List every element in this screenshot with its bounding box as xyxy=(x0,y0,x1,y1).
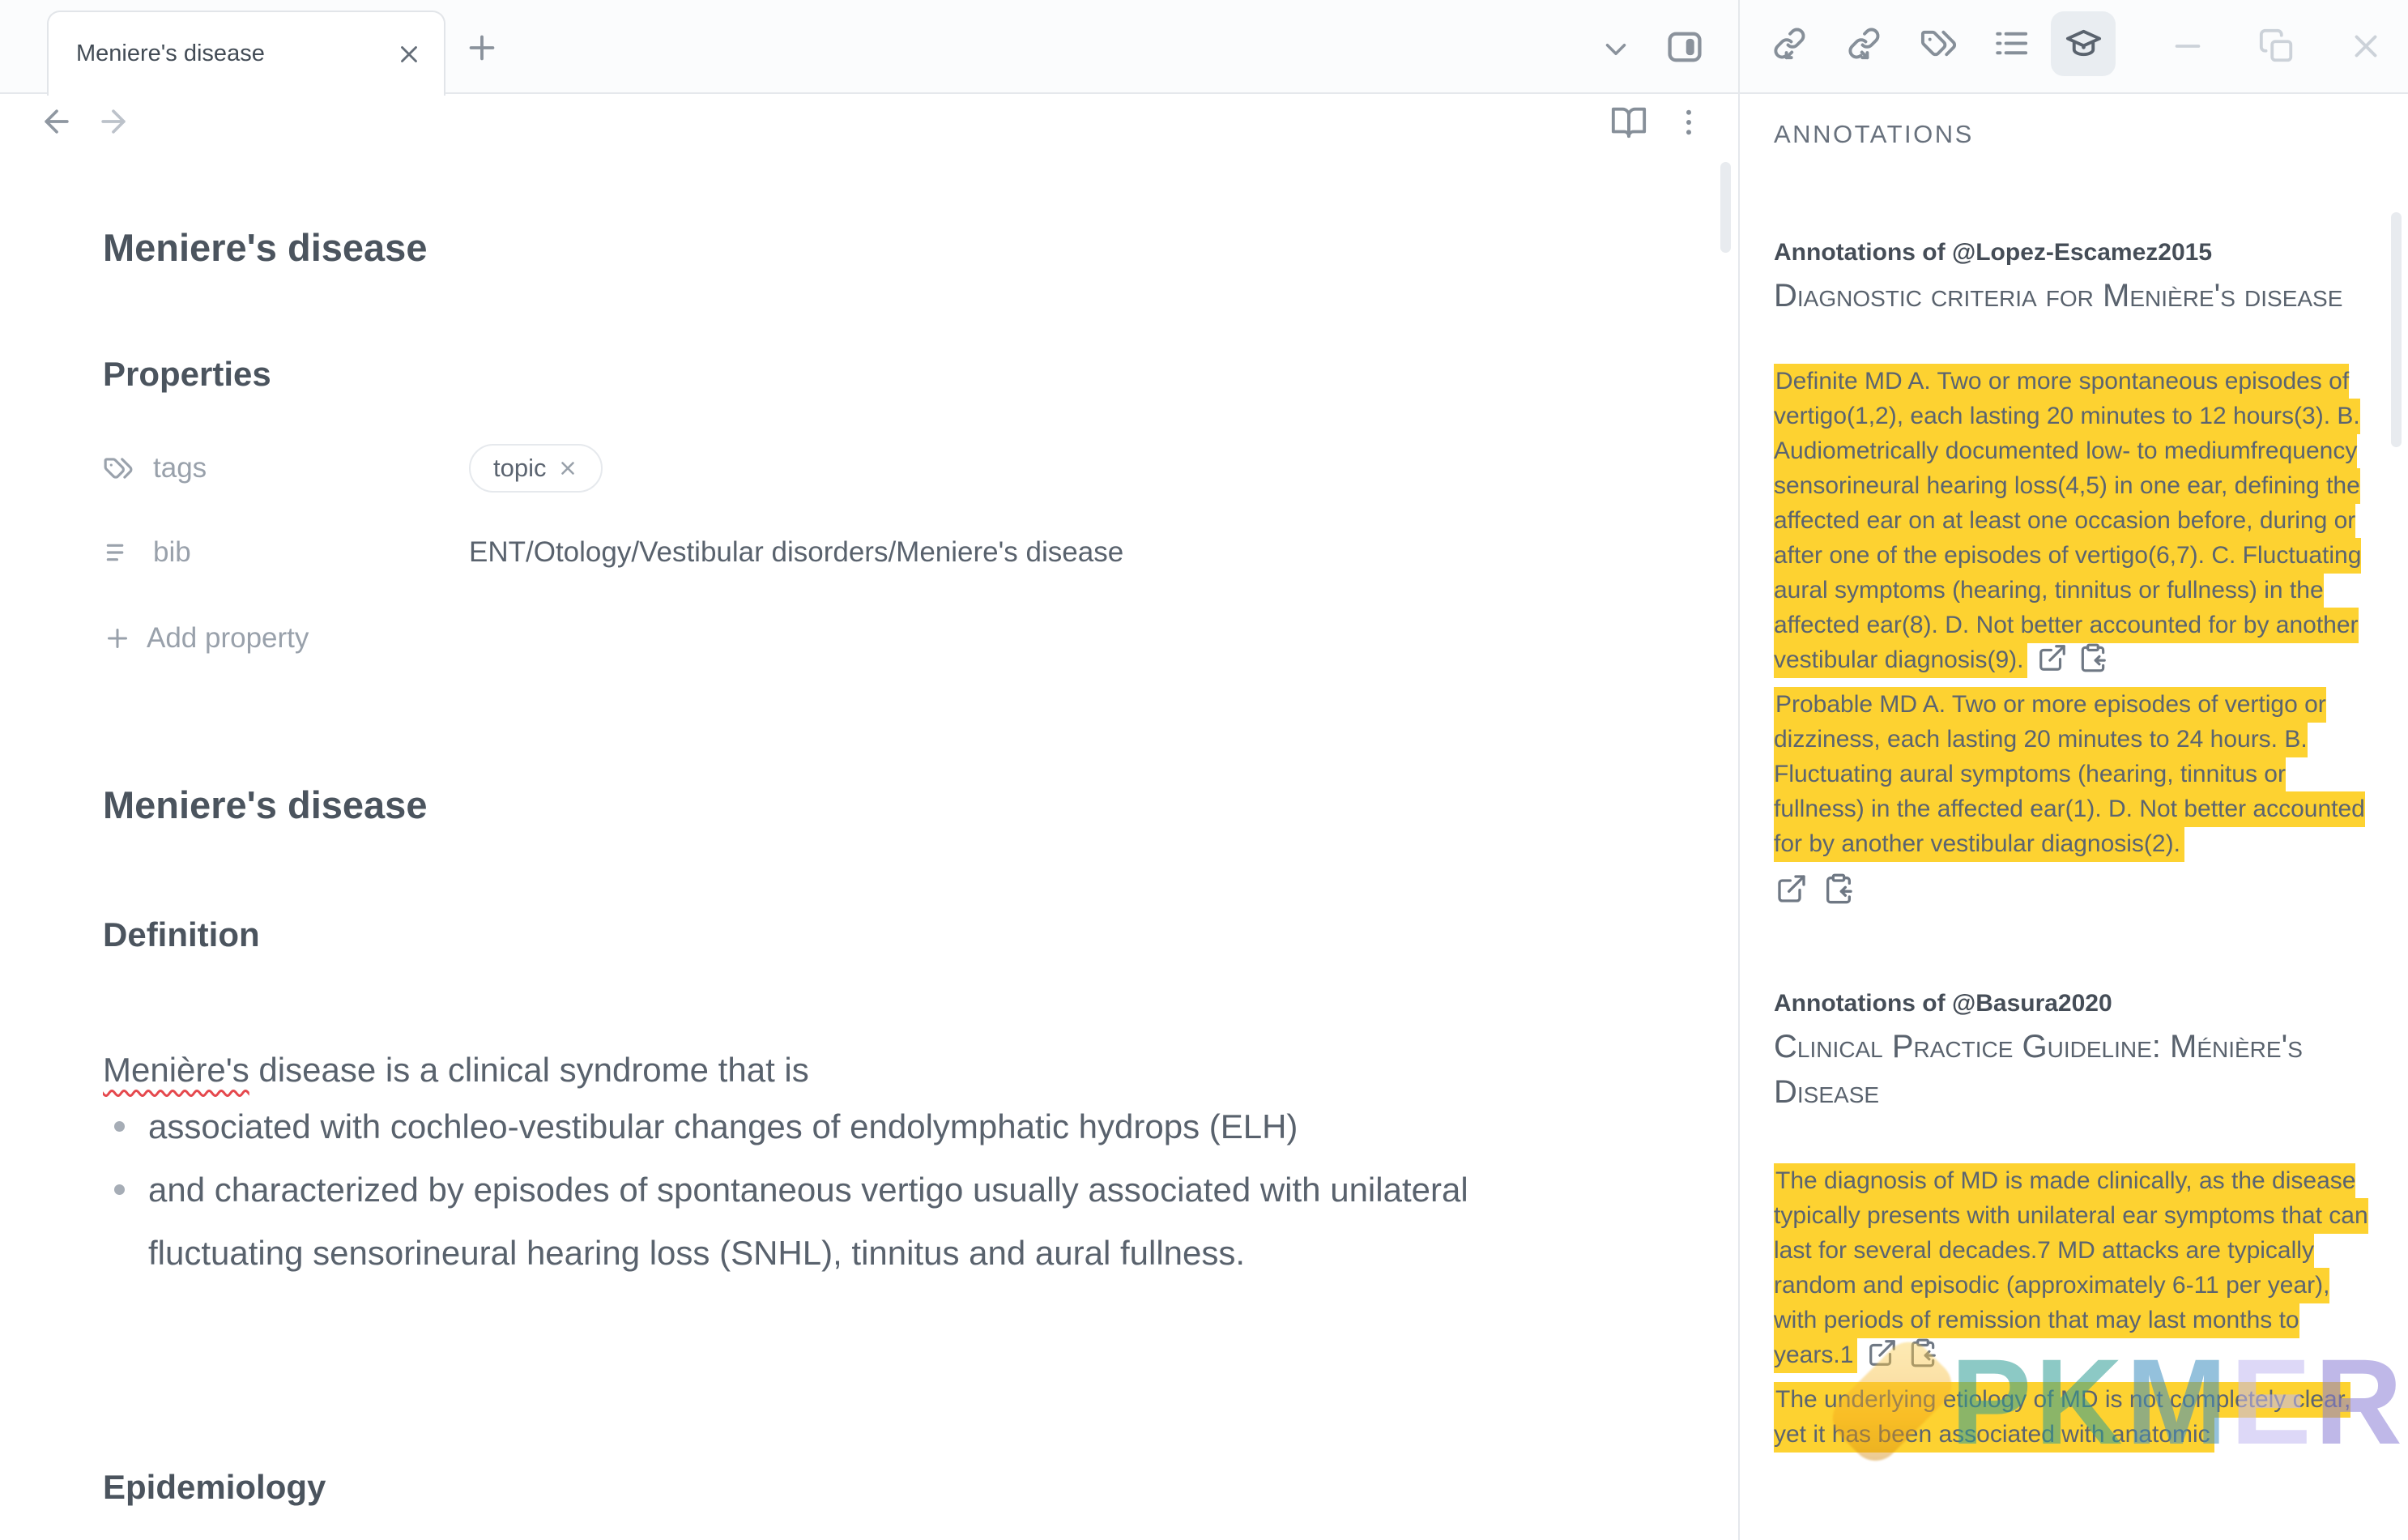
add-property-label: Add property xyxy=(147,622,309,654)
definition-intro-rest: disease is a clinical syndrome that is xyxy=(249,1051,809,1089)
list-item: associated with cochleo-vestibular changes of endolymphatic hydrops (ELH) xyxy=(103,1095,1545,1158)
clipboard-paste-icon[interactable] xyxy=(2078,642,2108,673)
tab-title: Meniere's disease xyxy=(76,41,265,66)
new-tab-icon[interactable] xyxy=(463,29,501,66)
add-property-row xyxy=(103,622,309,655)
external-link-icon[interactable] xyxy=(1775,872,1808,905)
annotations-panel-title: ANNOTATIONS xyxy=(1774,120,1974,148)
tag-remove-icon[interactable] xyxy=(557,458,578,479)
tag-pill-text: topic xyxy=(493,454,547,482)
text-align-icon xyxy=(103,537,139,568)
tab-close-icon[interactable] xyxy=(395,41,423,68)
highlight-annotation xyxy=(1774,687,2377,861)
toggle-right-sidebar-icon[interactable] xyxy=(1664,26,1706,68)
tab-list-chevron-down-icon[interactable] xyxy=(1599,32,1633,66)
add-property-button[interactable] xyxy=(103,622,309,655)
bib-property-value[interactable]: ENT/Otology/Vestibular disorders/Meniere's disease xyxy=(469,536,1124,568)
highlighted-text[interactable]: Probable MD A. Two or more episodes of vertigo or dizziness, each lasting 20 minutes to 24 hours. B. Fluctuating aural symptoms (hearing, tinnitus or fullness) in the affected ear(1). D. Not better accounted for by another vestibular diagnosis(2). xyxy=(1774,687,2365,862)
annotation-actions xyxy=(1775,872,2377,905)
citekey-heading[interactable]: Annotations of @Lopez-Escamez2015 xyxy=(1774,239,2213,266)
nav-back-icon[interactable] xyxy=(39,104,75,139)
bib-property-label[interactable]: bib xyxy=(153,536,191,568)
links-in-icon[interactable] xyxy=(1771,24,1809,62)
sidebar-scrollbar-thumb[interactable] xyxy=(2391,212,2402,447)
highlight-annotation xyxy=(1774,1382,2377,1452)
epidemiology-heading: Epidemiology xyxy=(103,1468,326,1506)
tag-property-icon xyxy=(103,453,139,484)
highlighted-text[interactable]: Definite MD A. Two or more spontaneous episodes of vertigo(1,2), each lasting 20 minutes to 12 hours(3). B. Audiometrically documented low- to mediumfrequency sensorineural hearing loss(4,5) in one ear, defining the affected ear on at least one occasion before, during or after one of the episodes of vertigo(6,7). C. Fluctuating aural symptoms (hearing, tinnitus or fullness) in the affected ear(8). D. Not better accounted for by another vestibular diagnosis(9). xyxy=(1774,364,2361,678)
window-minimize-icon[interactable] xyxy=(2169,28,2206,65)
tag-pill-topic[interactable] xyxy=(469,444,603,493)
window-close-icon[interactable] xyxy=(2347,28,2385,65)
pkmer-watermark-text: PKMER xyxy=(1950,1333,2406,1470)
nav-forward-icon[interactable] xyxy=(96,104,131,139)
outline-list-icon[interactable] xyxy=(1992,24,2031,62)
definition-intro xyxy=(103,1039,1561,1102)
links-out-icon[interactable] xyxy=(1845,24,1883,62)
source-title: Diagnostic criteria for Menière's disease xyxy=(1774,278,2343,314)
note-title: Meniere's disease xyxy=(103,226,428,269)
tab-bar xyxy=(0,0,2408,94)
property-row-tags xyxy=(103,444,603,493)
pane-divider[interactable] xyxy=(1738,0,1740,1540)
note-body-title: Meniere's disease xyxy=(103,783,428,826)
properties-heading: Properties xyxy=(103,355,271,393)
property-row-bib xyxy=(103,536,1123,569)
list-item: and characterized by episodes of spontaneous vertigo usually associated with unilateral fluctuating sensorineural hearing loss (SNHL), tinnitus and aural fullness. xyxy=(103,1158,1545,1285)
highlighted-text[interactable]: The underlying etiology of MD is not completely clear, yet it has been associated with anatomic xyxy=(1774,1382,2350,1453)
annotations-graduation-cap-icon[interactable] xyxy=(2065,24,2103,62)
more-options-icon[interactable] xyxy=(1672,105,1706,139)
clipboard-paste-icon[interactable] xyxy=(1907,1337,1938,1368)
highlight-annotation xyxy=(1774,1163,2377,1372)
misspelled-word: Menière's xyxy=(103,1051,249,1089)
active-tab[interactable] xyxy=(47,11,445,96)
definition-bullet-list xyxy=(103,1095,1545,1285)
tags-property-label[interactable]: tags xyxy=(153,452,207,484)
highlight-annotation xyxy=(1774,364,2377,677)
external-link-icon[interactable] xyxy=(2037,642,2068,673)
source-title: Clinical Practice Guideline: Ménière's Disease xyxy=(1774,1029,2303,1110)
definition-heading: Definition xyxy=(103,915,260,953)
annotations-panel-content xyxy=(1774,239,2377,1461)
citekey-heading[interactable]: Annotations of @Basura2020 xyxy=(1774,990,2112,1017)
reading-mode-book-icon[interactable] xyxy=(1610,104,1647,141)
tags-icon[interactable] xyxy=(1920,24,1958,62)
window-restore-icon[interactable] xyxy=(2258,28,2295,65)
main-scrollbar-thumb[interactable] xyxy=(1720,162,1731,253)
plus-icon xyxy=(103,624,132,653)
clipboard-paste-icon[interactable] xyxy=(1822,872,1855,905)
external-link-icon[interactable] xyxy=(1867,1337,1898,1368)
highlighted-text[interactable]: The diagnosis of MD is made clinically, as the disease typically presents with unilateral ear symptoms that can last for several decades.7 MD attacks are typically random and episodic (approximately 6-11 per year), with periods of remission that may last months to years.1 xyxy=(1774,1163,2368,1373)
